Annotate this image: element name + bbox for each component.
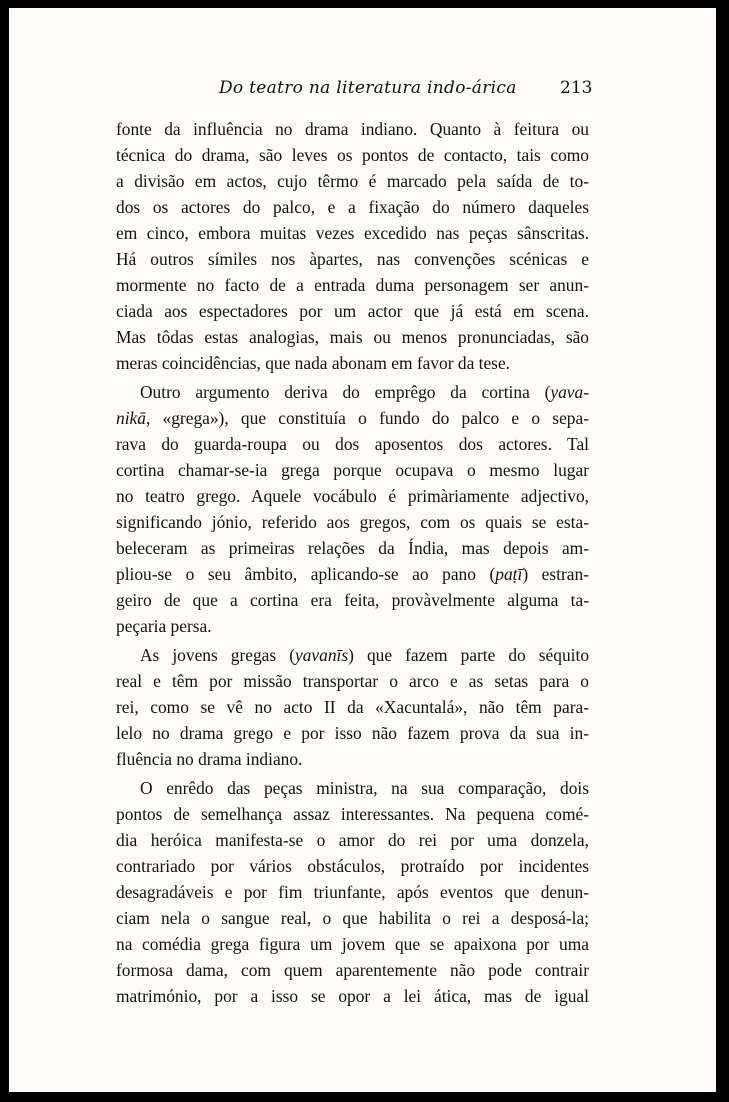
page-number: 213: [560, 78, 593, 98]
text-line: meras coincidências, que nada abonam em favor da tese.: [116, 353, 511, 373]
text-line: real e têm por missão transportar o arco e as setas para o: [116, 671, 589, 691]
text-line: desagradáveis e por fim triunfante, após eventos que denun-: [116, 882, 589, 902]
text-line: em cinco, embora muitas vezes excedido nas peças sânscritas.: [116, 223, 589, 243]
text-line: beleceram as primeiras relações da Índia, mas depois am-: [116, 538, 589, 558]
text-line: fonte da influência no drama indiano. Quanto à feitura ou: [116, 119, 589, 139]
text-line: Outro argumento deriva do emprêgo da cortina (yava-: [140, 382, 589, 402]
text-line: na comédia grega figura um jovem que se apaixona por uma: [116, 934, 589, 954]
text-line: peçaria persa.: [116, 616, 212, 636]
text-line: rava do guarda-roupa ou dos aposentos dos actores. Tal: [116, 434, 589, 454]
text-line: O enrêdo das peças ministra, na sua comparação, dois: [140, 778, 589, 798]
text-line: mormente no facto de a entrada duma personagem ser anun-: [116, 275, 589, 295]
paragraph: [116, 775, 589, 1009]
text-line: dos os actores do palco, e a fixação do número daqueles: [116, 197, 589, 217]
text-line: Há outros símiles nos àpartes, nas convenções scénicas e: [116, 249, 589, 269]
page-header: [9, 78, 716, 104]
text-line: significando jónio, referido aos gregos, com os quais se esta-: [116, 512, 589, 532]
text-line: geiro de que a cortina era feita, provàvelmente alguma ta-: [116, 590, 589, 610]
text-line: As jovens gregas (yavanīs) que fazem parte do séquito: [140, 645, 590, 665]
text-line: matrimónio, por a isso se opor a lei ática, mas de igual: [116, 986, 589, 1006]
text-line: Mas tôdas estas analogias, mais ou menos pronunciadas, são: [116, 327, 589, 347]
text-line: contrariado por vários obstáculos, protraído por incidentes: [116, 856, 589, 876]
text-line: a divisão em actos, cujo têrmo é marcado pela saída de to-: [116, 171, 589, 191]
paragraph: [116, 116, 589, 376]
text-line: pliou-se o seu âmbito, aplicando-se ao pano (paṭī) estran-: [116, 564, 589, 584]
text-line: técnica do drama, são leves os pontos de contacto, tais como: [116, 145, 589, 165]
text-line: ciada aos espectadores por um actor que já está em scena.: [116, 301, 589, 321]
text-line: no teatro grego. Aquele vocábulo é primàriamente adjectivo,: [116, 486, 589, 506]
text-line: pontos de semelhança assaz interessantes. Na pequena comé-: [116, 804, 589, 824]
text-line: rei, como se vê no acto II da «Xacuntalá», não têm para-: [116, 697, 589, 717]
body-text: [116, 116, 589, 1009]
book-page: [9, 8, 716, 1092]
text-line: ciam nela o sangue real, o que habilita o rei a desposá-la;: [116, 908, 589, 928]
text-line: nikā, «grega»), que constituía o fundo do palco e o sepa-: [116, 408, 589, 428]
text-line: formosa dama, com quem aparentemente não pode contrair: [116, 960, 589, 980]
paragraph: [116, 379, 589, 639]
running-title: Do teatro na literatura indo-árica: [219, 78, 517, 98]
text-line: dia heróica manifesta-se o amor do rei por uma donzela,: [116, 830, 589, 850]
text-line: lelo no drama grego e por isso não fazem prova da sua in-: [116, 723, 589, 743]
text-line: cortina chamar-se-ia grega porque ocupava o mesmo lugar: [116, 460, 589, 480]
text-line: fluência no drama indiano.: [116, 749, 303, 769]
paragraph: [116, 642, 589, 772]
